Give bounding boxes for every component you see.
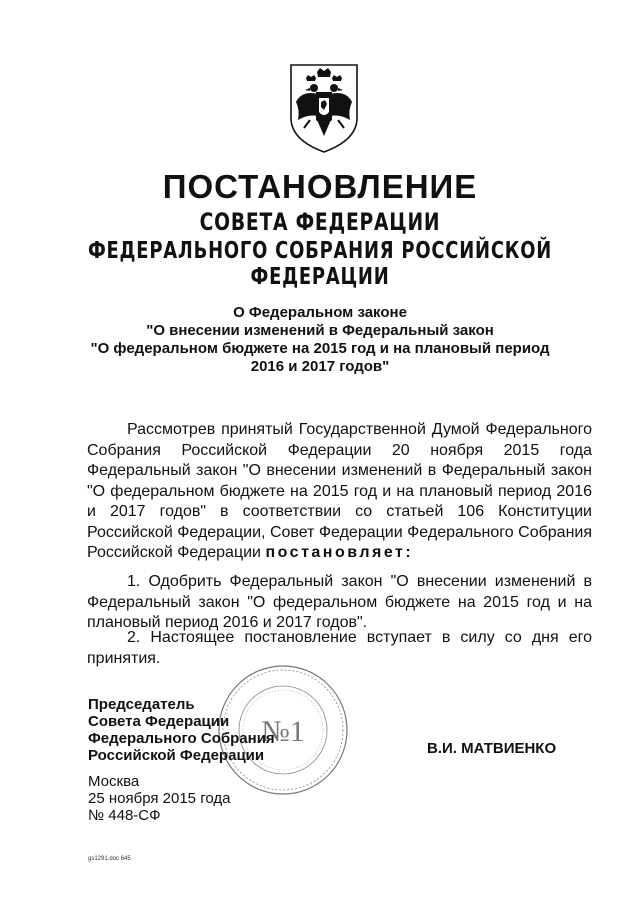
city: Москва bbox=[88, 773, 140, 790]
signatory-line-2: Совета Федерации bbox=[88, 713, 230, 730]
coat-of-arms-emblem bbox=[288, 62, 360, 154]
issuer-line-2: ФЕДЕРАЛЬНОГО СОБРАНИЯ РОССИЙСКОЙ ФЕДЕРАЦИИ bbox=[87, 238, 553, 290]
subject-line-3: "О федеральном бюджете на 2015 год и на плановый период bbox=[90, 340, 550, 357]
item-2-text: 2. Настоящее постановление вступает в силу со дня его принятия. bbox=[87, 629, 592, 667]
subject-line-4: 2016 и 2017 годов" bbox=[250, 358, 390, 375]
date: 25 ноября 2015 года bbox=[88, 790, 231, 807]
preamble-text: Рассмотрев принятый Государственной Думой Федерального Собрания Российской Федерации 20 ноября 2015 года Федеральный закон "О внесении изменений в Федеральный закон "О федеральном бюджете на 2015 год и на плановый период 2016 и 2017 годов" в соответствии со статьей 106 Конституции Российской Федерации, Совет Федерации Федерального Собрания Российской Федерации bbox=[87, 421, 592, 561]
signatory-name: В.И. МАТВИЕНКО bbox=[427, 740, 557, 757]
document-title: ПОСТАНОВЛЕНИЕ bbox=[162, 168, 478, 205]
document-subject bbox=[0, 304, 640, 376]
file-reference: gs1291.doc 645 bbox=[88, 856, 131, 862]
document-number: № 448-СФ bbox=[88, 807, 161, 824]
resolves-word: постановляет: bbox=[265, 544, 414, 561]
seal-number-mark: №1 bbox=[261, 715, 305, 748]
subject-line-2: "О внесении изменений в Федеральный закон bbox=[146, 322, 494, 339]
issuer-line-1: СОВЕТА ФЕДЕРАЦИИ bbox=[199, 208, 441, 236]
preamble-paragraph bbox=[87, 420, 592, 564]
signatory-line-1: Председатель bbox=[88, 696, 195, 713]
signatory-line-4: Российской Федерации bbox=[88, 747, 265, 764]
subject-line-1: О Федеральном законе bbox=[233, 304, 407, 321]
item-1-text: 1. Одобрить Федеральный закон "О внесении изменений в Федеральный закон "О федеральном бюджете на 2015 год и на плановый период 2016 и 2017 годов". bbox=[87, 573, 592, 631]
resolution-item-1 bbox=[87, 572, 592, 634]
signatory-title bbox=[88, 696, 275, 764]
signatory-line-3: Федерального Собрания bbox=[88, 730, 275, 747]
place-date-number bbox=[88, 773, 230, 824]
